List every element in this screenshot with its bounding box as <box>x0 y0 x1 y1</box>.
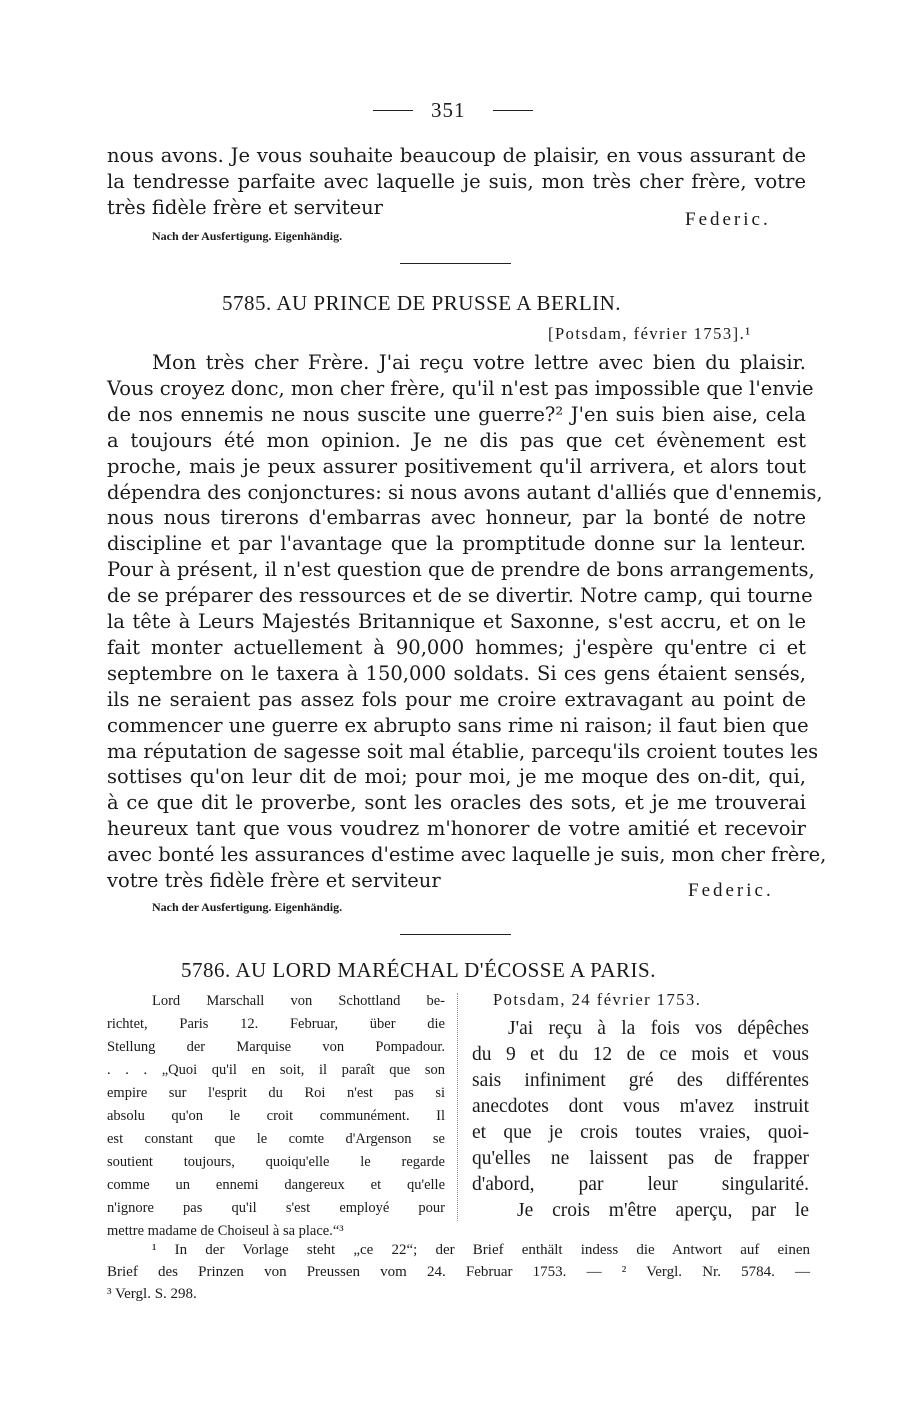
letter-5785-line: heureux tant que vous voudrez m'honorer de votre amitié et recevoir <box>107 817 806 841</box>
letter-5786-summary-line: mettre madame de Choiseul à sa place.“³ <box>107 1223 344 1239</box>
letter-5786-summary-line: Lord Marschall von Schottland be- <box>152 993 445 1009</box>
letter-5785-line: septembre on le taxera à 150,000 soldats. Si ces gens étaient sensés, <box>107 661 806 685</box>
letter-5786-text-line: qu'elles ne laissent pas de frapper <box>472 1148 809 1169</box>
opening-line: très fidèle frère et serviteur <box>107 196 383 219</box>
letter-5785-line: Mon très cher Frère. J'ai reçu votre lettre avec bien du plaisir. <box>152 351 806 374</box>
letter-5786-text-line: et que je crois toutes vraies, quoi- <box>472 1122 809 1143</box>
letter-5786-text-line: Je crois m'être aperçu, par le <box>517 1200 809 1221</box>
page-number: 351 <box>431 98 466 122</box>
opening-line: nous avons. Je vous souhaite beaucoup de plaisir, en vous assurant de <box>107 144 806 167</box>
letter-5786-summary-line: soutient toujours, quoiqu'elle le regarde <box>107 1154 445 1170</box>
letter-5785-dateline: [Potsdam, février 1753].¹ <box>548 324 752 343</box>
letter-5785-line: fait monter actuellement à 90,000 hommes; j'espère qu'entre ci et <box>107 635 806 659</box>
letter-5786-heading: 5786. AU LORD MARÉCHAL D'ÉCOSSE A PARIS. <box>181 958 656 982</box>
letter-5785-line: nous nous tirerons d'embarras avec honneur, par la bonté de notre <box>107 506 806 530</box>
letter-5786-summary-line: est constant que le comte d'Argenson se <box>107 1131 445 1147</box>
letter-5786-summary-line: Stellung der Marquise von Pompadour. <box>107 1039 445 1055</box>
letter-5785-line: à ce que dit le proverbe, sont les oracles des sots, et je me trouverai <box>107 791 806 815</box>
opening-line: la tendresse parfaite avec laquelle je suis, mon très cher frère, votre <box>107 170 806 193</box>
column-separator <box>457 993 458 1221</box>
letter-5785-line: votre très fidèle frère et serviteur <box>107 869 441 892</box>
letter-5785-line: sottises qu'on leur dit de moi; pour moi, je me moque des on-dit, qui, <box>107 765 806 789</box>
letter-5786-summary-line: empire sur l'esprit du Roi n'est pas si <box>107 1085 445 1101</box>
letter-5786-summary-line: n'ignore pas qu'il s'est employé pour <box>107 1200 445 1216</box>
letter-5786-text-line: du 9 et du 12 de ce mois et vous <box>472 1044 809 1065</box>
letter-5785-line: Pour à présent, il n'est question que de prendre de bons arrangements, <box>107 558 815 582</box>
letter-5785-line: Vous croyez donc, mon cher frère, qu'il n'est pas impossible que l'envie <box>107 376 814 400</box>
letter-5785-line: commencer une guerre ex abrupto sans rime ni raison; il faut bien que <box>107 713 809 737</box>
letter-5785-line: avec bonté les assurances d'estime avec laquelle je suis, mon cher frère, <box>107 843 827 867</box>
source-note-opening: Nach der Ausfertigung. Eigenhändig. <box>152 229 343 243</box>
letter-5785-line: proche, mais je peux assurer positivement qu'il arrivera, et alors tout <box>107 454 806 478</box>
letter-5785-line: dépendra des conjonctures: si nous avons autant d'alliés que d'ennemis, <box>107 480 823 504</box>
source-note-5785: Nach der Ausfertigung. Eigenhändig. <box>152 900 343 914</box>
letter-5785-line: ma réputation de sagesse soit mal établie, parcequ'ils croient toutes les <box>107 739 819 763</box>
letter-5785-line: la tête à Leurs Majestés Britannique et Saxonne, s'est accru, et on le <box>107 610 806 633</box>
letter-5785-line: discipline et par l'avantage que la promptitude donne sur la lenteur. <box>107 532 806 556</box>
letter-5786-text-line: J'ai reçu à la fois vos dépêches <box>508 1018 809 1039</box>
letter-5786-text-line: sais infiniment gré des différentes <box>472 1070 809 1091</box>
letter-5786-summary-line: richtet, Paris 12. Februar, über die <box>107 1016 445 1032</box>
letter-5786-summary-line: absolu qu'on le croit communément. Il <box>107 1108 445 1124</box>
section-divider-2 <box>400 934 511 935</box>
signature-opening: Federic. <box>685 209 771 230</box>
signature-5785: Federic. <box>688 880 774 901</box>
letter-5785-line: a toujours été mon opinion. Je ne dis pas que cet évènement est <box>107 428 806 452</box>
footnote-line: Brief des Prinzen von Preussen vom 24. Februar 1753. — ² Vergl. Nr. 5784. — <box>107 1264 810 1280</box>
letter-5785-line: de se préparer des ressources et de se divertir. Notre camp, qui tourne <box>107 584 813 608</box>
letter-5786-text-line: d'abord, par leur singularité. <box>472 1174 809 1195</box>
letter-5786-summary-line: comme un ennemi dangereux et qu'elle <box>107 1177 445 1193</box>
footnote-line: ¹ In der Vorlage steht „ce 22“; der Brief enthält indess die Antwort auf einen <box>152 1242 810 1258</box>
letter-5785-heading: 5785. AU PRINCE DE PRUSSE A BERLIN. <box>222 291 622 315</box>
page-number-rule-left <box>373 110 413 111</box>
letter-5785-line: ils ne seraient pas assez fols pour me croire extravagant au point de <box>107 687 806 711</box>
letter-5785-line: de nos ennemis ne nous suscite une guerre?² J'en suis bien aise, cela <box>107 402 806 426</box>
letter-5786-text-line: anecdotes dont vous m'avez instruit <box>472 1096 809 1117</box>
letter-5786-dateline: Potsdam, 24 février 1753. <box>493 990 702 1009</box>
footnote-line: ³ Vergl. S. 298. <box>107 1286 197 1302</box>
letter-5786-summary-line: . . . „Quoi qu'il en soit, il paraît que son <box>107 1062 445 1078</box>
page-number-rule-right <box>493 110 533 111</box>
section-divider-1 <box>400 263 511 264</box>
